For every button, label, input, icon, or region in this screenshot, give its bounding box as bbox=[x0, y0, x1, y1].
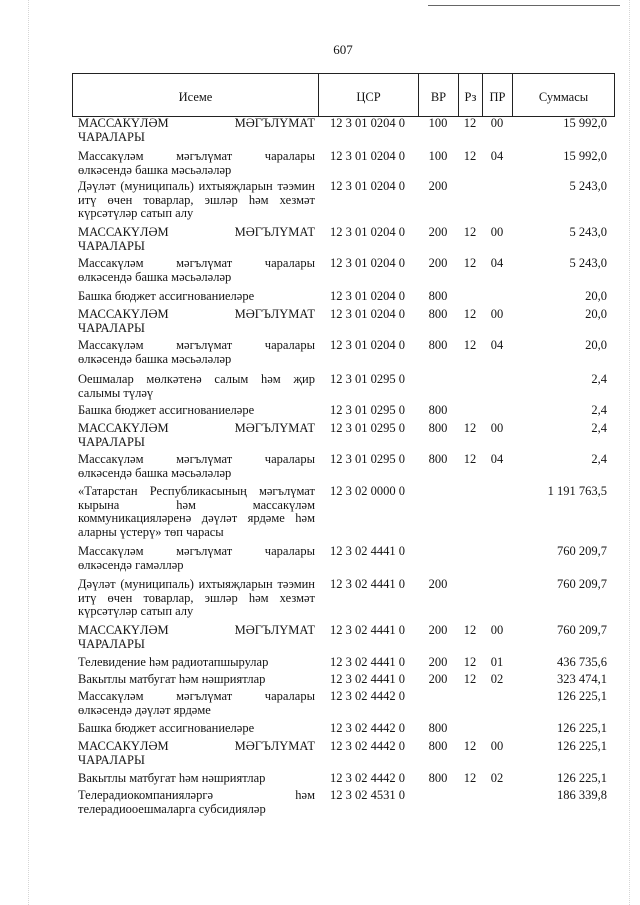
row-name-line: коммуникацияләренә дәүләт ярдәме һәм bbox=[78, 511, 315, 526]
amount: 126 225,1 bbox=[557, 771, 607, 785]
vr-code: 200 bbox=[428, 623, 448, 637]
vr-code: 200 bbox=[428, 672, 448, 686]
csr-code: 12 3 02 0000 0 bbox=[330, 484, 405, 498]
amount: 5 243,0 bbox=[569, 225, 607, 239]
pr-code: 00 bbox=[490, 421, 504, 435]
amount: 15 992,0 bbox=[563, 149, 607, 163]
row-name-line: Вакытлы матбугат һәм нәшриятлар bbox=[78, 672, 266, 686]
row-name-line: салымы түләү bbox=[78, 385, 154, 400]
row-name-line: ЧАРАЛАРЫ bbox=[78, 238, 145, 253]
csr-code: 12 3 01 0204 0 bbox=[330, 225, 405, 239]
amount: 186 339,8 bbox=[557, 788, 607, 802]
pr-code: 04 bbox=[490, 149, 504, 163]
csr-code: 12 3 01 0204 0 bbox=[330, 256, 405, 270]
pr-code: 04 bbox=[490, 338, 504, 352]
csr-code: 12 3 01 0295 0 bbox=[330, 372, 405, 386]
header-vr: ВР bbox=[418, 74, 458, 116]
row-name-line: күрсәтүләр сатып алу bbox=[78, 604, 194, 619]
amount: 20,0 bbox=[585, 338, 607, 352]
pr-code: 00 bbox=[490, 116, 504, 130]
csr-code: 12 3 02 4442 0 bbox=[330, 739, 405, 753]
csr-code: 12 3 02 4441 0 bbox=[330, 544, 405, 558]
pr-code: 00 bbox=[490, 307, 504, 321]
csr-code: 12 3 02 4531 0 bbox=[330, 788, 405, 802]
csr-code: 12 3 02 4441 0 bbox=[330, 577, 405, 591]
row-name bbox=[78, 485, 315, 540]
row-name bbox=[78, 117, 315, 144]
pr-code: 01 bbox=[490, 655, 504, 669]
row-name-line: МАССАКҮЛӘМ МӘГЪЛҮМАТ bbox=[78, 421, 315, 435]
row-name-line: кырына һәм массакүләм bbox=[78, 497, 315, 512]
vr-code: 100 bbox=[428, 116, 448, 130]
csr-code: 12 3 02 4442 0 bbox=[330, 689, 405, 703]
row-name-line: МАССАКҮЛӘМ МӘГЪЛҮМАТ bbox=[78, 623, 315, 637]
row-name-line: өлкәсендә дәүләт ярдәме bbox=[78, 702, 211, 717]
amount: 126 225,1 bbox=[557, 721, 607, 735]
header-csr: ЦСР bbox=[318, 74, 418, 116]
row-name bbox=[78, 373, 315, 400]
vr-code: 800 bbox=[428, 421, 448, 435]
amount: 20,0 bbox=[585, 307, 607, 321]
amount: 2,4 bbox=[591, 372, 607, 386]
rz-code: 12 bbox=[463, 338, 477, 352]
vr-code: 800 bbox=[428, 739, 448, 753]
csr-code: 12 3 01 0295 0 bbox=[330, 452, 405, 466]
row-name bbox=[78, 257, 315, 284]
amount: 126 225,1 bbox=[557, 739, 607, 753]
row-name-line: өлкәсендә башка мәсьәләләр bbox=[78, 269, 232, 284]
row-name-line: Массакүләм мәгълүмат чаралары bbox=[78, 149, 315, 163]
row-name-line: Массакүләм мәгълүмат чаралары bbox=[78, 256, 315, 270]
csr-code: 12 3 01 0204 0 bbox=[330, 116, 405, 130]
row-name bbox=[78, 404, 315, 418]
scan-edge-line bbox=[629, 0, 630, 905]
csr-code: 12 3 01 0204 0 bbox=[330, 149, 405, 163]
amount: 20,0 bbox=[585, 289, 607, 303]
header-name: Исеме bbox=[178, 89, 213, 104]
row-name-line: Массакүләм мәгълүмат чаралары bbox=[78, 689, 315, 703]
vr-code: 200 bbox=[428, 655, 448, 669]
vr-code: 100 bbox=[428, 149, 448, 163]
rz-code: 12 bbox=[463, 452, 477, 466]
row-name-line: күрсәтүләр сатып алу bbox=[78, 206, 194, 221]
vr-code: 800 bbox=[428, 289, 448, 303]
row-name-line: аларны үстерү» төп чарасы bbox=[78, 525, 224, 540]
rz-code: 12 bbox=[463, 623, 477, 637]
amount: 323 474,1 bbox=[557, 672, 607, 686]
row-name bbox=[78, 150, 315, 177]
row-name bbox=[78, 656, 315, 670]
amount: 760 209,7 bbox=[557, 544, 607, 558]
row-name-line: МАССАКҮЛӘМ МӘГЪЛҮМАТ bbox=[78, 307, 315, 321]
csr-code: 12 3 01 0204 0 bbox=[330, 179, 405, 193]
csr-code: 12 3 02 4441 0 bbox=[330, 623, 405, 637]
row-name bbox=[78, 308, 315, 335]
top-rule bbox=[428, 5, 620, 6]
row-name-line: Массакүләм мәгълүмат чаралары bbox=[78, 452, 315, 466]
row-name bbox=[78, 422, 315, 449]
row-name bbox=[78, 690, 315, 717]
pr-code: 00 bbox=[490, 623, 504, 637]
row-name-line: өлкәсендә башка мәсьәләләр bbox=[78, 465, 232, 480]
row-name bbox=[78, 339, 315, 366]
row-name bbox=[78, 673, 315, 687]
csr-code: 12 3 02 4441 0 bbox=[330, 655, 405, 669]
row-name-line: МАССАКҮЛӘМ МӘГЪЛҮМАТ bbox=[78, 739, 315, 753]
row-name-line: итү өчен товарлар, эшләр һәм хезмәт bbox=[78, 192, 315, 207]
rz-code: 12 bbox=[463, 149, 477, 163]
row-name bbox=[78, 740, 315, 767]
row-name bbox=[78, 290, 315, 304]
rz-code: 12 bbox=[463, 307, 477, 321]
row-name bbox=[78, 722, 315, 736]
rz-code: 12 bbox=[463, 655, 477, 669]
row-name-line: Дәүләт (муниципаль) ихтыяҗларын тәэмин bbox=[78, 577, 315, 591]
csr-code: 12 3 01 0204 0 bbox=[330, 289, 405, 303]
row-name bbox=[78, 453, 315, 480]
amount: 2,4 bbox=[591, 421, 607, 435]
row-name-line: ЧАРАЛАРЫ bbox=[78, 129, 145, 144]
vr-code: 800 bbox=[428, 771, 448, 785]
pr-code: 04 bbox=[490, 256, 504, 270]
row-name-line: ЧАРАЛАРЫ bbox=[78, 320, 145, 335]
row-name-line: МАССАКҮЛӘМ МӘГЪЛҮМАТ bbox=[78, 225, 315, 239]
row-name-line: өлкәсендә башка мәсьәләләр bbox=[78, 351, 232, 366]
row-name-line: Массакүләм мәгълүмат чаралары bbox=[78, 544, 315, 558]
row-name-line: өлкәсендә гамәлләр bbox=[78, 557, 184, 572]
row-name-line: Телерадиокомпанияләргә һәм bbox=[78, 788, 315, 802]
row-name bbox=[78, 226, 315, 253]
vr-code: 200 bbox=[428, 577, 448, 591]
pr-code: 02 bbox=[490, 672, 504, 686]
row-name-line: ЧАРАЛАРЫ bbox=[78, 636, 145, 651]
row-name bbox=[78, 789, 315, 816]
pr-code: 02 bbox=[490, 771, 504, 785]
csr-code: 12 3 01 0295 0 bbox=[330, 421, 405, 435]
amount: 1 191 763,5 bbox=[547, 484, 607, 498]
row-name-line: Башка бюджет ассигнованиеләре bbox=[78, 289, 255, 303]
rz-code: 12 bbox=[463, 225, 477, 239]
vr-code: 800 bbox=[428, 721, 448, 735]
rz-code: 12 bbox=[463, 739, 477, 753]
csr-code: 12 3 02 4442 0 bbox=[330, 771, 405, 785]
header-pr: ПР bbox=[482, 74, 512, 116]
row-name-line: Массакүләм мәгълүмат чаралары bbox=[78, 338, 315, 352]
row-name bbox=[78, 545, 315, 572]
header-rz: Рз bbox=[458, 74, 482, 116]
vr-code: 800 bbox=[428, 307, 448, 321]
vr-code: 200 bbox=[428, 179, 448, 193]
vr-code: 800 bbox=[428, 338, 448, 352]
row-name-line: ЧАРАЛАРЫ bbox=[78, 752, 145, 767]
amount: 760 209,7 bbox=[557, 623, 607, 637]
rz-code: 12 bbox=[463, 116, 477, 130]
row-name-line: Оешмалар мөлкәтенә салым һәм җир bbox=[78, 372, 315, 386]
amount: 5 243,0 bbox=[569, 256, 607, 270]
scan-edge-line bbox=[28, 0, 29, 905]
row-name-line: Вакытлы матбугат һәм нәшриятлар bbox=[78, 771, 266, 785]
header-sum: Суммасы bbox=[512, 74, 614, 116]
pr-code: 04 bbox=[490, 452, 504, 466]
rz-code: 12 bbox=[463, 256, 477, 270]
rz-code: 12 bbox=[463, 421, 477, 435]
amount: 760 209,7 bbox=[557, 577, 607, 591]
vr-code: 200 bbox=[428, 256, 448, 270]
row-name-line: итү өчен товарлар, эшләр һәм хезмәт bbox=[78, 590, 315, 605]
row-name bbox=[78, 180, 315, 221]
csr-code: 12 3 01 0295 0 bbox=[330, 403, 405, 417]
row-name-line: «Татарстан Республикасының мәгълүмат bbox=[78, 484, 315, 498]
table-header bbox=[72, 73, 615, 117]
vr-code: 200 bbox=[428, 225, 448, 239]
page-number: 607 bbox=[333, 42, 353, 57]
row-name-line: Башка бюджет ассигнованиеләре bbox=[78, 721, 255, 735]
amount: 5 243,0 bbox=[569, 179, 607, 193]
row-name-line: Телевидение һәм радиотапшырулар bbox=[78, 655, 269, 669]
amount: 126 225,1 bbox=[557, 689, 607, 703]
csr-code: 12 3 02 4441 0 bbox=[330, 672, 405, 686]
csr-code: 12 3 01 0204 0 bbox=[330, 307, 405, 321]
vr-code: 800 bbox=[428, 452, 448, 466]
amount: 436 735,6 bbox=[557, 655, 607, 669]
amount: 2,4 bbox=[591, 403, 607, 417]
row-name-line: өлкәсендә башка мәсьәләләр bbox=[78, 162, 232, 177]
rz-code: 12 bbox=[463, 771, 477, 785]
row-name-line: Башка бюджет ассигнованиеләре bbox=[78, 403, 255, 417]
row-name-line: МАССАКҮЛӘМ МӘГЪЛҮМАТ bbox=[78, 116, 315, 130]
rz-code: 12 bbox=[463, 672, 477, 686]
csr-code: 12 3 01 0204 0 bbox=[330, 338, 405, 352]
row-name-line: Дәүләт (муниципаль) ихтыяҗларын тәэмин bbox=[78, 179, 315, 193]
csr-code: 12 3 02 4442 0 bbox=[330, 721, 405, 735]
pr-code: 00 bbox=[490, 225, 504, 239]
vr-code: 800 bbox=[428, 403, 448, 417]
amount: 2,4 bbox=[591, 452, 607, 466]
row-name bbox=[78, 624, 315, 651]
row-name-line: телерадиооешмаларга субсидияләр bbox=[78, 801, 266, 816]
amount: 15 992,0 bbox=[563, 116, 607, 130]
pr-code: 00 bbox=[490, 739, 504, 753]
row-name bbox=[78, 772, 315, 786]
row-name-line: ЧАРАЛАРЫ bbox=[78, 434, 145, 449]
row-name bbox=[78, 578, 315, 619]
